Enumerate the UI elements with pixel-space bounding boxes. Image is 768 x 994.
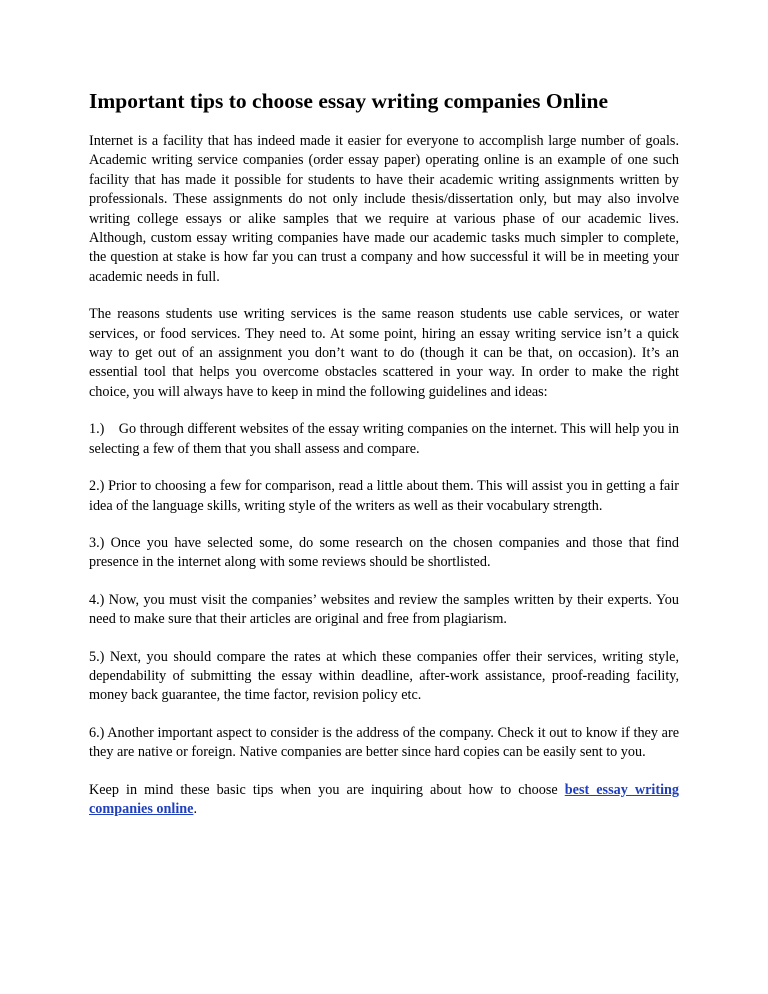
tip-6-paragraph: 6.) Another important aspect to consider is the address of the company. Check it out to know if they are they are native or foreign. Native companies are better since hard copies can be easily sent to you. <box>89 724 679 761</box>
tip-2-paragraph: 2.) Prior to choosing a few for comparison, read a little about them. This will assist you in getting a fair idea of the language skills, writing style of the writers as well as their vocabulary strength. <box>89 478 679 514</box>
tip-5-paragraph: 5.) Next, you should compare the rates at which these companies offer their services, writing style, dependability of submitting the essay within deadline, after-work assistance, proof-reading facility, money back guarantee, the time factor, revision policy etc. <box>89 648 679 704</box>
closing-period: . <box>193 800 197 817</box>
intro-paragraph: Internet is a facility that has indeed made it easier for everyone to accomplish large number of goals. Academic writing service companies (order essay paper) operating online is an example of one such facility that has made it possible for students to have their academic writing assignments written by professionals. These assignments do not only include thesis/dissertation only, but may also involve writing college essays or alike samples that we require at various phase of our academic lives. Although, custom essay writing companies have made our academic tasks much simpler to complete, the question at stake is how far you can trust a company and how successful it will be in meeting your academic needs in full. <box>89 133 679 285</box>
closing-text: Keep in mind these basic tips when you are inquiring about how to choose <box>89 781 565 798</box>
page-title: Important tips to choose essay writing companies Online <box>89 89 608 113</box>
reasons-paragraph: The reasons students use writing services is the same reason students use cable services, or water services, or food services. They need to. At some point, hiring an essay writing service isn’t a quick way to get out of an assignment you don’t want to do (though it can be that, on occasion). It’s an essential tool that helps you overcome obstacles scattered in your way. In order to make the right choice, you will always have to keep in mind the following guidelines and ideas: <box>89 306 679 400</box>
closing-paragraph <box>89 781 679 820</box>
tip-4-paragraph: 4.) Now, you must visit the companies’ websites and review the samples written by their experts. You need to make sure that their articles are original and free from plagiarism. <box>89 591 679 628</box>
best-essay-writing-companies-link[interactable]: best essay writing companies online <box>89 781 679 817</box>
tip-3-paragraph: 3.) Once you have selected some, do some research on the chosen companies and those that find presence in the internet along with some reviews should be shortlisted. <box>89 534 679 571</box>
tip-1-paragraph: 1.) Go through different websites of the essay writing companies on the internet. This will help you in selecting a few of them that you shall assess and compare. <box>89 421 683 457</box>
